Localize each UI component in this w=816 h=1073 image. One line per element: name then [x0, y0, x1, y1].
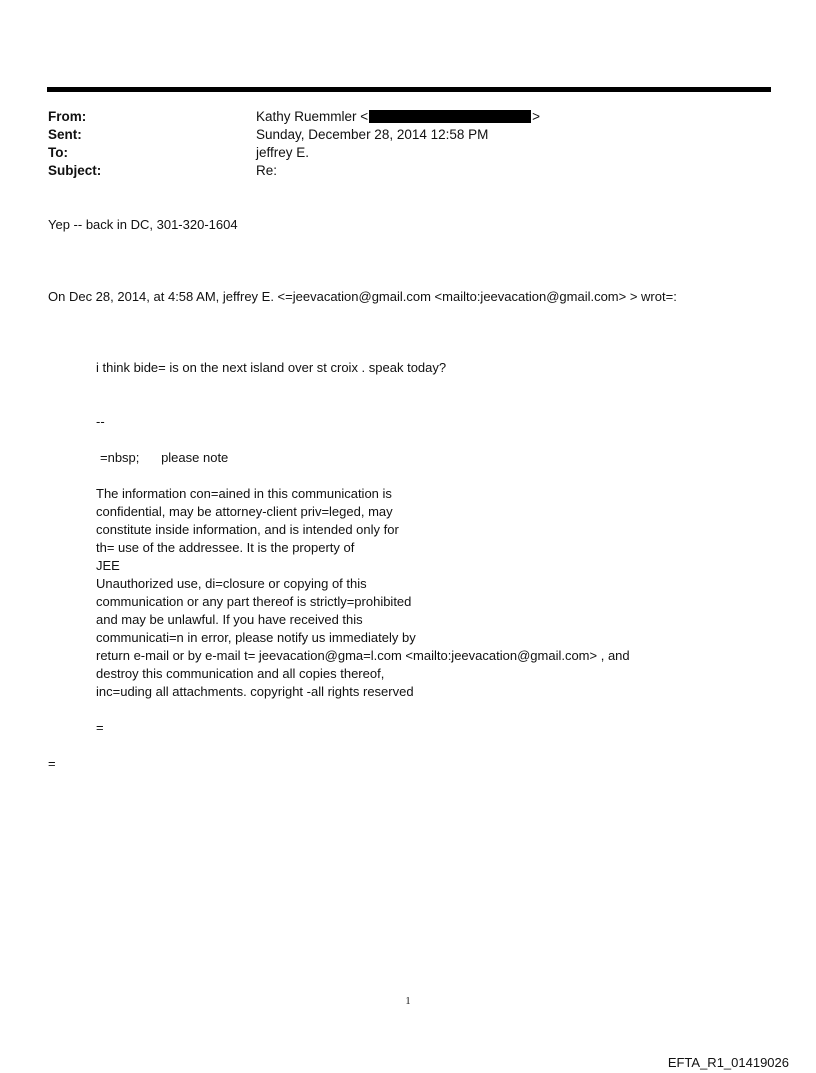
disclaimer-line: communicati=n in error, please notify us immediately by — [96, 630, 416, 645]
disclaimer-line: th= use of the addressee. It is the property of — [96, 540, 355, 555]
disclaimer-line: communication or any part thereof is strictly=prohibited — [96, 594, 412, 609]
disclaimer-line: destroy this communication and all copies thereof, — [96, 666, 385, 681]
to-value: jeffrey E. — [256, 145, 310, 160]
sent-label: Sent: — [48, 127, 82, 142]
disclaimer-line: The information con=ained in this communication is — [96, 486, 392, 501]
trailing-equals: = — [48, 756, 56, 771]
disclaimer-line: inc=uding all attachments. copyright -all rights reserved — [96, 684, 414, 699]
from-value — [256, 108, 540, 126]
subject-value: Re: — [256, 163, 278, 178]
to-label: To: — [48, 145, 68, 160]
disclaimer-line: JEE — [96, 558, 120, 573]
from-name: Kathy Ruemmler < — [256, 109, 369, 124]
sent-value: Sunday, December 28, 2014 12:58 PM — [256, 127, 489, 142]
please-note-line: =nbsp; please note — [100, 450, 229, 465]
disclaimer-line: confidential, may be attorney-client priv=leged, may — [96, 504, 393, 519]
subject-label: Subject: — [48, 163, 102, 178]
page-number: 1 — [405, 996, 411, 1007]
reply-text: Yep -- back in DC, 301-320-1604 — [48, 217, 238, 232]
disclaimer-line: and may be unlawful. If you have received this — [96, 612, 363, 627]
signature-dashes: -- — [96, 414, 105, 429]
quote-header: On Dec 28, 2014, at 4:58 AM, jeffrey E. <=jeevacation@gmail.com <mailto:jeevacation@gmail.com> > wrot=: — [48, 289, 677, 304]
redaction-box — [369, 110, 531, 123]
disclaimer-line: constitute inside information, and is intended only for — [96, 522, 399, 537]
bates-number: EFTA_R1_01419026 — [667, 1055, 789, 1070]
header-rule — [47, 87, 771, 92]
disclaimer-line: Unauthorized use, di=closure or copying of this — [96, 576, 367, 591]
quoted-equals: = — [96, 720, 104, 735]
quoted-message: i think bide= is on the next island over st croix . speak today? — [96, 360, 447, 375]
disclaimer-line: return e-mail or by e-mail t= jeevacation@gma=l.com <mailto:jeevacation@gmail.com> , and — [96, 648, 630, 663]
from-label: From: — [48, 109, 87, 124]
from-close: > — [532, 109, 541, 124]
